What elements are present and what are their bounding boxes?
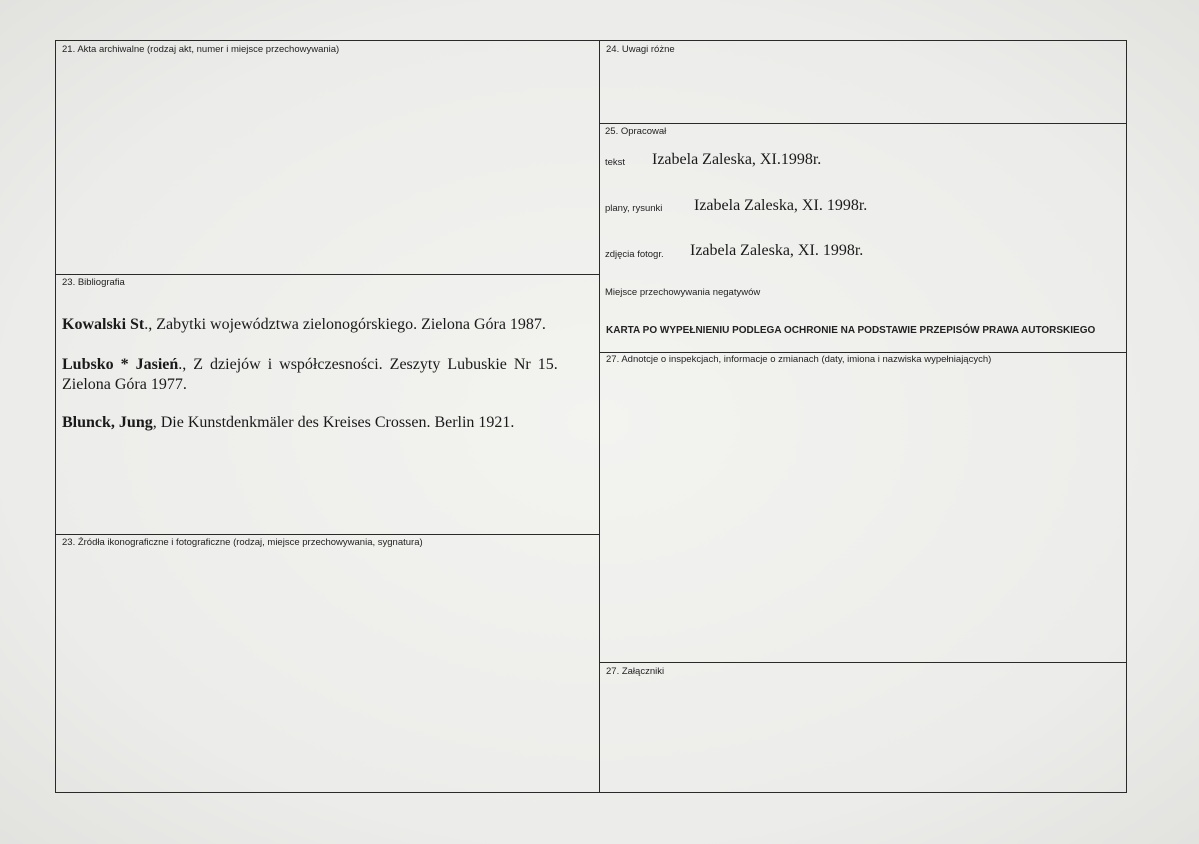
inspections-label: 27. Adnotcje o inspekcjach, informacje o zmianach (daty, imiona i nazwiska wypełniających) xyxy=(606,354,992,365)
text-author-value: Izabela Zaleska, XI.1998r. xyxy=(652,151,822,168)
copyright-note: KARTA PO WYPEŁNIENIU PODLEGA OCHRONIE NA PODSTAWIE PRZEPISÓW PRAWA AUTORSKIEGO xyxy=(606,325,1096,336)
drawings-author-key: plany, rysunki xyxy=(605,203,663,214)
archival-records-label: 21. Akta archiwalne (rodzaj akt, numer i miejsce przechowywania) xyxy=(62,44,340,55)
bibliography-entry-text: ., Zabytki województwa zielonogórskiego. Zielona Góra 1987. xyxy=(144,316,546,333)
bibliography-entry-author: Kowalski St xyxy=(62,316,145,333)
bibliography-entry-author: Lubsko * Jasień xyxy=(62,356,179,373)
negatives-location-label: Miejsce przechowywania negatywów xyxy=(605,287,761,298)
iconographic-sources-section xyxy=(56,535,600,792)
bibliography-entry xyxy=(62,355,586,395)
photos-author-value: Izabela Zaleska, XI. 1998r. xyxy=(690,242,864,259)
bibliography-entry-text: ., Z dziejów i współczesności. Zeszyty Lubuskie Nr 15. xyxy=(178,356,558,373)
prepared-by-section xyxy=(600,124,1126,353)
bibliography-entry-text: , Die Kunstdenkmäler des Kreises Crossen. Berlin 1921. xyxy=(152,414,515,431)
prepared-by-label: 25. Opracował xyxy=(605,126,667,137)
bibliography-section xyxy=(56,275,600,535)
text-author-key: tekst xyxy=(605,157,626,168)
iconographic-sources-label: 23. Źródła ikonograficzne i fotograficzne (rodzaj, miejsce przechowywania, sygnatura) xyxy=(62,537,423,548)
inspections-section xyxy=(600,353,1126,663)
bibliography-entry-author: Blunck, Jung xyxy=(62,414,153,431)
form-frame xyxy=(55,40,1127,793)
remarks-section xyxy=(600,41,1126,124)
remarks-label: 24. Uwagi różne xyxy=(606,44,675,55)
bibliography-entry-text-continued: Zielona Góra 1977. xyxy=(62,376,187,393)
bibliography-entry xyxy=(62,413,586,433)
photos-author-key: zdjęcia fotogr. xyxy=(605,249,664,260)
bibliography-entry xyxy=(62,315,586,335)
archival-records-section xyxy=(56,41,600,275)
attachments-section xyxy=(600,663,1126,792)
bibliography-label: 23. Bibliografia xyxy=(62,277,125,288)
drawings-author-value: Izabela Zaleska, XI. 1998r. xyxy=(694,197,868,214)
attachments-label: 27. Załączniki xyxy=(606,666,665,677)
